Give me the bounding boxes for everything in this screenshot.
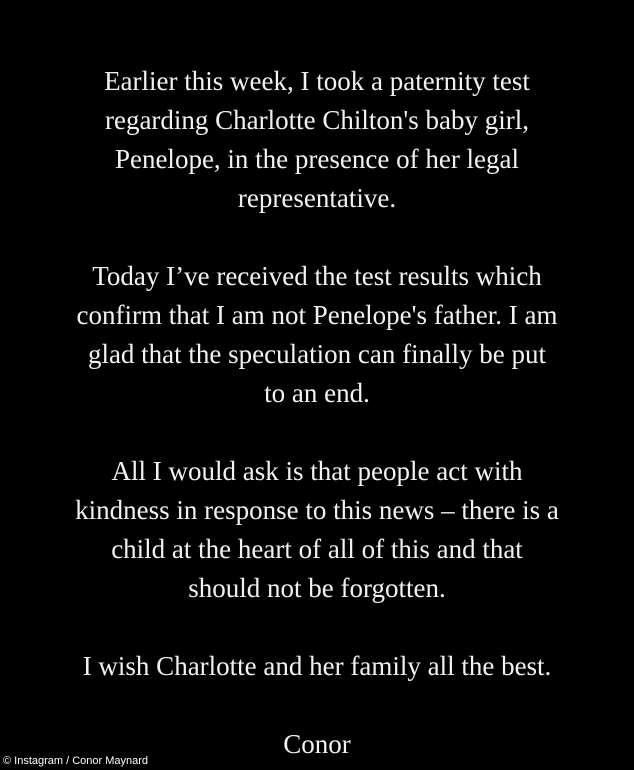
statement-line: representative.: [237, 183, 397, 213]
statement-paragraph-3: [20, 452, 614, 608]
statement-line: regarding Charlotte Chilton's baby girl,: [104, 105, 530, 135]
statement-line: confirm that I am not Penelope's father. I am: [76, 300, 558, 330]
statement-line: glad that the speculation can finally be put: [87, 339, 547, 369]
statement-line: All I would ask is that people act with: [111, 456, 523, 486]
statement-paragraph-2: [20, 257, 614, 413]
statement-line: should not be forgotten.: [188, 573, 446, 603]
statement-line: Earlier this week, I took a paternity test: [104, 66, 530, 96]
statement-paragraph-1: [20, 62, 614, 218]
statement-text-block: [20, 62, 614, 764]
signature: Conor: [283, 729, 351, 759]
statement-line: Today I’ve received the test results which: [92, 261, 542, 291]
statement-line: Penelope, in the presence of her legal: [114, 144, 520, 174]
statement-line: to an end.: [264, 378, 370, 408]
photo-credit: © Instagram / Conor Maynard: [3, 755, 149, 767]
statement-line: kindness in response to this news – there is a: [75, 495, 559, 525]
statement-paragraph-4: [20, 647, 614, 686]
statement-line: child at the heart of all of this and that: [111, 534, 523, 564]
statement-line: I wish Charlotte and her family all the best.: [82, 651, 552, 681]
